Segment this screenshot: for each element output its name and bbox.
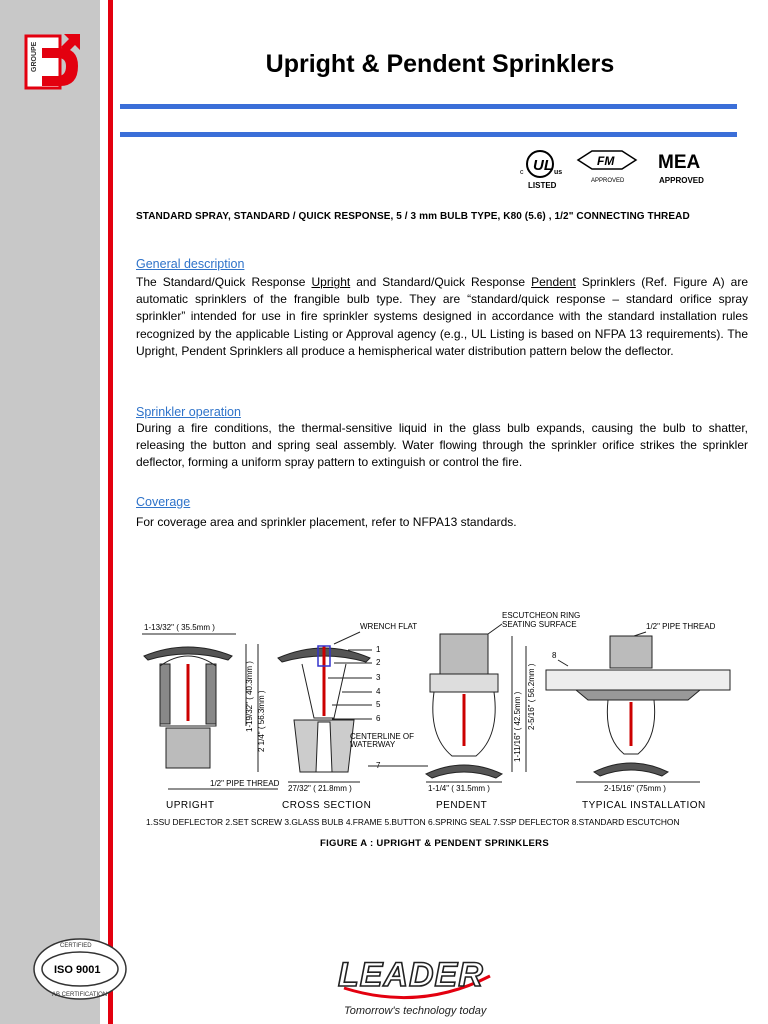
label-pendent: PENDENT <box>436 800 488 811</box>
pendent-deflector <box>426 765 502 778</box>
general-description-heading: General description <box>136 257 245 271</box>
pendent-hex <box>430 674 498 692</box>
pendent-thread <box>440 634 488 674</box>
groupe-logo <box>20 30 84 94</box>
groupe-logo-text: GROUPE <box>31 41 38 72</box>
pipe-thread-typical: 1/2" PIPE THREAD <box>646 622 716 631</box>
ul-listed-text: LISTED <box>528 181 557 190</box>
red-vertical-rule <box>108 0 113 1024</box>
upright-sprinkler-drawing <box>142 623 280 789</box>
general-text-1: The Standard/Quick Response <box>136 275 312 289</box>
label-typical-installation: TYPICAL INSTALLATION <box>582 800 706 811</box>
coverage-text: For coverage area and sprinkler placement, refer to NFPA13 standards. <box>136 515 517 529</box>
callout-5: 5 <box>376 700 381 709</box>
pipe-thread-upright: 1/2" PIPE THREAD <box>210 779 280 788</box>
dim-upright-width: 1-13/32" ( 35.5mm ) <box>144 623 215 632</box>
typical-ceiling <box>546 670 730 690</box>
dim-upright-h1: 1-19/32" ( 40.3mm ) <box>245 661 254 732</box>
typical-deflector <box>594 763 668 776</box>
typical-installation-drawing <box>546 622 730 793</box>
ul-listed-logo <box>520 151 562 190</box>
ul-main-text: UL <box>533 157 553 174</box>
leader-line <box>558 660 568 666</box>
leader-logo-name: LEADER <box>338 956 484 994</box>
cross-section-drawing <box>278 622 428 793</box>
centerline-label-2: WATERWAY <box>350 740 396 749</box>
leader-logo <box>330 946 500 1020</box>
sprinkler-operation-text: During a fire conditions, the thermal-sensitive liquid in the glass bulb expands, causing the bulb to shatter, releasing the button and spring seal assembly. Water flowing through the sprinkler orifice strikes the sprinkler deflector, forming a uniform spray pattern to extinguish or control the fire. <box>136 421 748 470</box>
pendent-sprinkler-drawing <box>426 611 580 793</box>
callout-3: 3 <box>376 673 381 682</box>
typical-thread <box>610 636 652 668</box>
callout-4: 4 <box>376 687 381 696</box>
callout-6: 6 <box>376 714 381 723</box>
dim-pendent-width: 1-1/4" ( 31.5mm ) <box>428 784 490 793</box>
wrench-flat-label: WRENCH FLAT <box>360 622 418 631</box>
coverage-heading: Coverage <box>136 495 191 509</box>
figure-caption: FIGURE A : UPRIGHT & PENDENT SPRINKLERS <box>320 838 549 846</box>
general-text-upright: Upright <box>311 275 351 289</box>
dim-cross: 27/32" ( 21.8mm ) <box>288 784 352 793</box>
centerline-label-1: CENTERLINE OF <box>350 732 415 741</box>
upright-thread <box>166 728 210 768</box>
ul-us-text: us <box>554 169 563 176</box>
fm-text: FM <box>597 154 615 168</box>
title-rule-top <box>120 104 737 109</box>
callout-2: 2 <box>376 658 381 667</box>
iso-9001-badge <box>32 936 128 1002</box>
ul-c-text: c <box>520 169 524 176</box>
callout-1: 1 <box>376 645 381 654</box>
dim-typical-width: 2-15/16" (75mm ) <box>604 784 666 793</box>
fm-approved-logo <box>578 151 636 184</box>
parts-legend: 1.SSU DEFLECTOR 2.SET SCREW 3.GLASS BULB 4.FRAME 5.BUTTON 6.SPRING SEAL 7.SSP DEFLECTOR 8.STANDARD ESCUTCHON <box>146 817 680 827</box>
figure-a-drawing <box>128 606 748 846</box>
escutcheon-label-2: SEATING SURFACE <box>502 620 577 629</box>
approval-logos <box>500 148 740 192</box>
iso-bottom-text: AB CERTIFICATION <box>52 992 108 998</box>
general-text-5: Sprinklers (Ref. Figure A) are automatic sprinklers of the frangible bulb type. They are “standard/quick response – standard orifice spray sprinkler” intended for use in fire sprinkler systems designed in accordance with the standard installation rules recognized by the applicable Listing or Approval agency (e.g., UL Listing is based on NFPA 13 requirements). The Upright, Pendent Sprinklers all produce a hemispherical water distribution pattern below the deflector. <box>136 275 749 358</box>
page-title: Upright & Pendent Sprinklers <box>265 50 615 78</box>
leader-logo-tagline: Tomorrow's technology today <box>344 1005 487 1017</box>
cross-waterway <box>316 722 332 772</box>
dim-pendent-h1: 1-11/16" ( 42.5mm ) <box>513 691 522 762</box>
leader-line <box>334 632 360 644</box>
iso-main-text: ISO 9001 <box>54 964 101 976</box>
general-text-3: and Standard/Quick Response <box>350 275 532 289</box>
general-text-pendent: Pendent <box>531 275 576 289</box>
left-sidebar <box>0 0 100 1024</box>
dim-pendent-h2: 2-5/16" ( 56.2mm ) <box>527 663 536 730</box>
iso-certified-text: CERTIFIED <box>60 943 92 949</box>
upright-frame-right <box>206 664 216 724</box>
general-description-text <box>136 274 748 360</box>
upright-frame-left <box>160 664 170 724</box>
upright-deflector <box>144 647 232 660</box>
fm-approved-text: APPROVED <box>591 178 625 184</box>
sprinkler-operation-heading: Sprinkler operation <box>136 405 241 419</box>
escutcheon-label-1: ESCUTCHEON RING <box>502 611 581 620</box>
label-cross-section: CROSS SECTION <box>282 800 372 811</box>
typical-escutcheon <box>576 690 700 700</box>
spec-line: STANDARD SPRAY, STANDARD / QUICK RESPONSE, 5 / 3 mm BULB TYPE, K80 (5.6) , 1/2" CONNECTING THREAD <box>136 211 690 222</box>
callout-8: 8 <box>552 651 557 660</box>
leader-line <box>488 624 502 634</box>
mea-text: MEA <box>658 152 701 173</box>
mea-approved-text: APPROVED <box>659 176 704 185</box>
label-upright: UPRIGHT <box>166 800 215 811</box>
title-rule-bottom <box>120 132 737 137</box>
callout-7: 7 <box>376 761 381 770</box>
dim-upright-h2: 2 1/4" ( 56.3mm ) <box>257 690 266 752</box>
